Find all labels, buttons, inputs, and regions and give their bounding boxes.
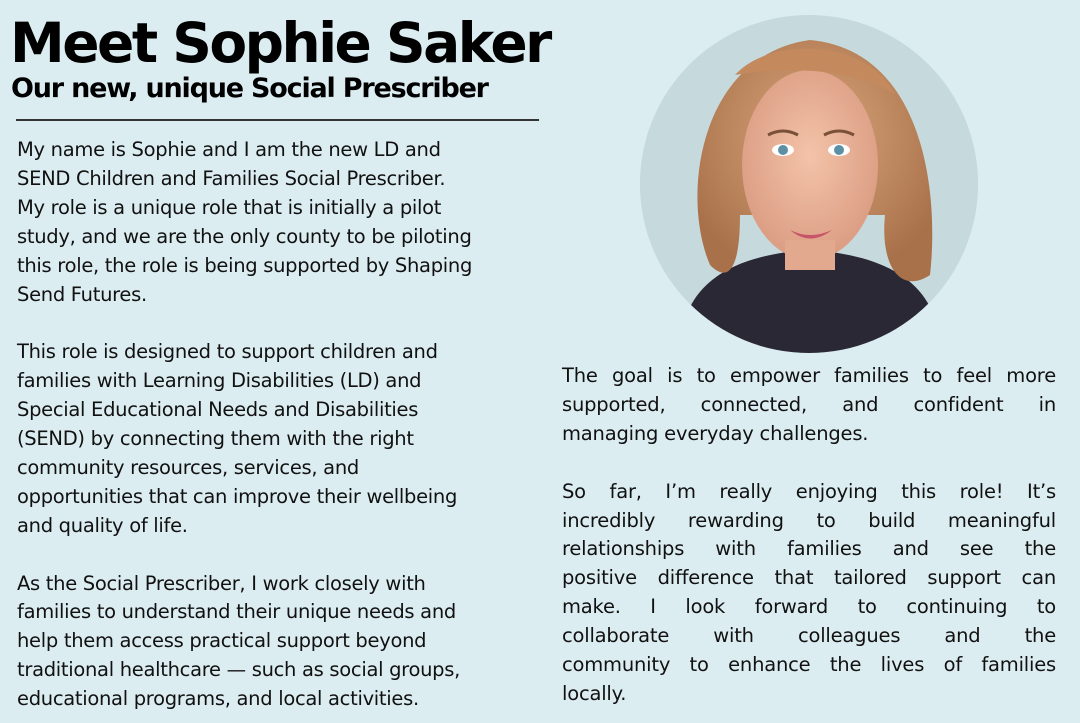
text-line: community to enhance the lives of families [562, 653, 1056, 677]
page-subtitle: Our new, unique Social Prescriber [11, 73, 488, 104]
text-line: My name is Sophie and I am the new LD and [17, 138, 441, 161]
text-line: community resources, services, and [17, 455, 359, 479]
text-line: positive difference that tailored support can [562, 566, 1056, 590]
portrait-illustration [640, 15, 978, 353]
text-line: locally. [562, 681, 627, 705]
text-line: The goal is to empower families to feel more [562, 364, 1056, 387]
experience-paragraph [562, 478, 1056, 709]
right-column-text [562, 362, 1056, 709]
intro-paragraph [17, 136, 547, 309]
text-line: relationships with families and see the [562, 537, 1056, 561]
text-line: managing everyday challenges. [562, 421, 869, 445]
text-line: collaborate with colleagues and the [562, 624, 1056, 648]
text-line: families with Learning Disabilities (LD) and [17, 369, 422, 393]
page-title: Meet Sophie Saker [10, 11, 550, 75]
text-line: Special Educational Needs and Disabilities [17, 398, 419, 422]
text-line: (SEND) by connecting them with the right [17, 427, 414, 451]
text-line: supported, connected, and confident in [562, 392, 1056, 416]
text-line: SEND Children and Families Social Prescriber. [17, 166, 446, 190]
title-divider [16, 119, 539, 121]
text-line: help them access practical support beyond [17, 629, 427, 653]
text-line: Send Futures. [17, 282, 147, 306]
approach-paragraph [17, 570, 547, 715]
text-line: My role is a unique role that is initially a pilot [17, 195, 442, 219]
text-line: traditional healthcare — such as social groups, [17, 658, 460, 682]
text-line: As the Social Prescriber, I work closely with [17, 571, 426, 595]
text-line: opportunities that can improve their wellbeing [17, 484, 458, 508]
goal-paragraph [562, 362, 1056, 449]
text-line: This role is designed to support children and [17, 340, 438, 364]
text-line: educational programs, and local activities. [17, 687, 419, 711]
left-column-text [17, 136, 547, 714]
text-line: this role, the role is being supported by Shaping [17, 253, 473, 277]
text-line: incredibly rewarding to build meaningful [562, 508, 1056, 532]
profile-photo [640, 15, 978, 353]
role-description-paragraph [17, 338, 547, 540]
text-line: So far, I’m really enjoying this role! It’s [562, 479, 1056, 503]
text-line: study, and we are the only county to be piloting [17, 224, 472, 248]
text-line: and quality of life. [17, 513, 188, 537]
text-line: families to understand their unique needs and [17, 600, 456, 624]
text-line: make. I look forward to continuing to [562, 595, 1056, 619]
